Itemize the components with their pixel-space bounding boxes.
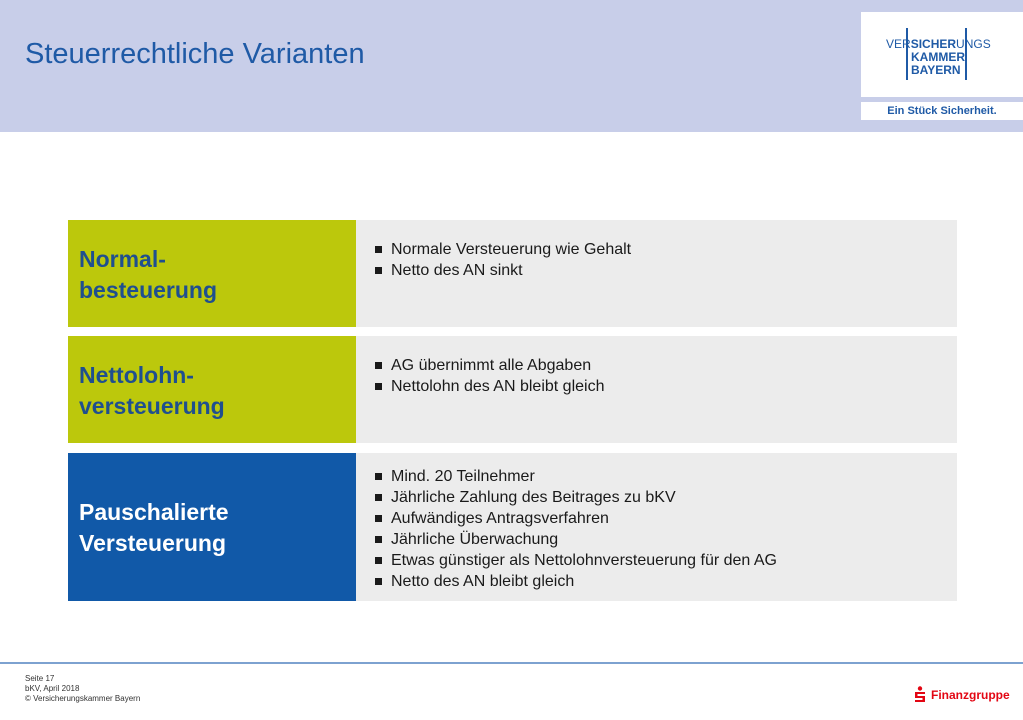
page-title: Steuerrechtliche Varianten [25,38,365,70]
variant-label-box [68,336,356,443]
logo-divider-left [906,28,908,80]
logo-line-2: KAMMER [911,50,965,64]
footer-copyright: © Versicherungskammer Bayern [25,694,141,703]
finanzgruppe-text: Finanzgruppe [931,688,1010,702]
variant-details [356,336,957,443]
logo-text-ungs: UNGS [956,37,991,51]
bullet-item: Netto des AN bleibt gleich [375,571,777,592]
variant-label-box [68,220,356,327]
bullet-list [375,355,604,397]
bullet-item: Mind. 20 Teilnehmer [375,466,777,487]
bullet-item: Etwas günstiger als Nettolohnversteuerung für den AG [375,550,777,571]
bullet-item: Netto des AN sinkt [375,260,631,281]
company-logo [861,12,1023,97]
logo-divider-right [965,28,967,80]
logo-line-3: BAYERN [911,63,961,77]
footer-divider [0,662,1023,664]
page-number: Seite 17 [25,674,55,683]
logo-text-sicher: SICHER [910,37,957,51]
bullet-list [375,466,777,592]
footer-date: bKV, April 2018 [25,684,80,693]
logo-line-1 [886,37,991,51]
variant-label: Pauschalierte Versteuerung [79,499,229,556]
variant-row-normal [68,220,957,327]
sparkasse-s-icon [912,686,928,704]
bullet-list [375,239,631,281]
slogan: Ein Stück Sicherheit. [887,105,997,117]
bullet-item: AG übernimmt alle Abgaben [375,355,604,376]
bullet-item: Aufwändiges Antragsverfahren [375,508,777,529]
bullet-item: Jährliche Überwachung [375,529,777,550]
logo-text-ver: VER [886,37,911,51]
bullet-item: Nettolohn des AN bleibt gleich [375,376,604,397]
bullet-item: Jährliche Zahlung des Beitrages zu bKV [375,487,777,508]
bullet-item: Normale Versteuerung wie Gehalt [375,239,631,260]
variant-label: Normal- besteuerung [79,246,218,303]
variant-details [356,453,957,601]
variant-details [356,220,957,327]
variant-label: Nettolohn- versteuerung [79,362,225,419]
variant-row-nettolohn [68,336,957,443]
variant-row-pauschal [68,453,957,601]
slogan-box [861,102,1023,120]
footer-info [25,674,140,704]
variant-label-box [68,453,356,601]
